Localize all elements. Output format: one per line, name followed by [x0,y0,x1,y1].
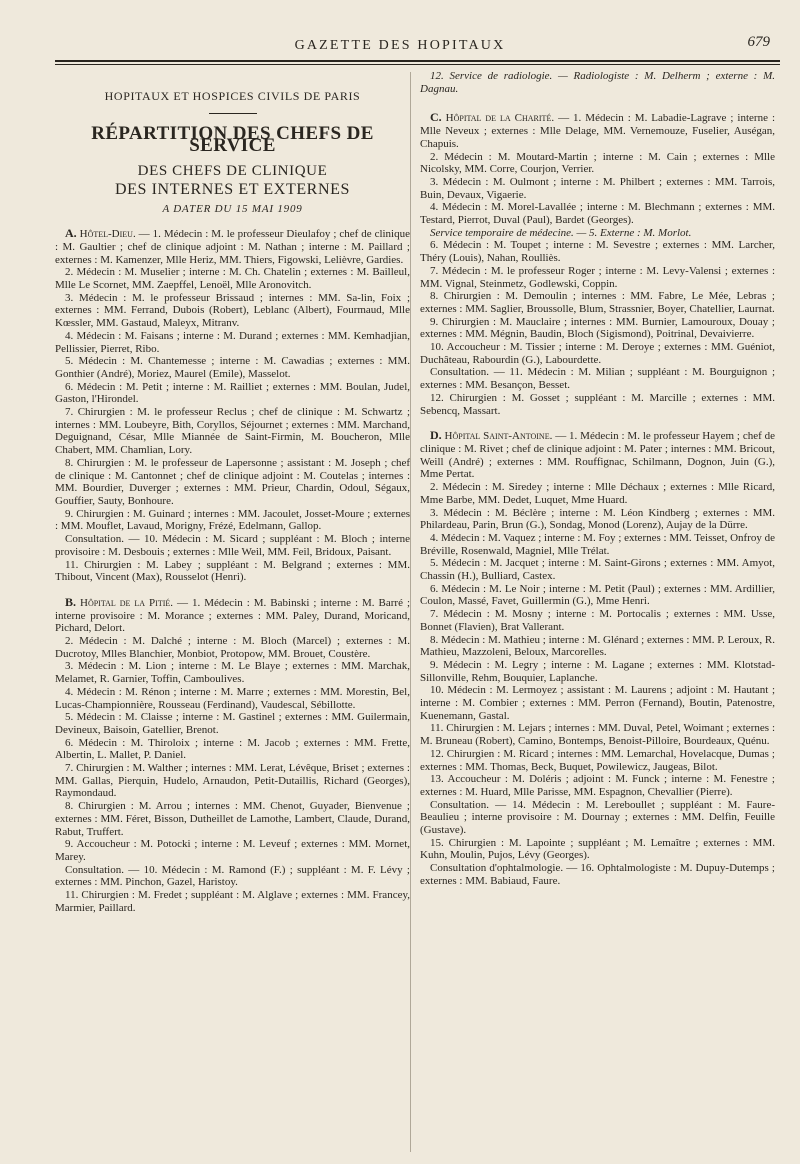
header-rule [55,60,780,62]
service-entry: 5. Médecin : M. Chantemesse ; interne : M. Cawadias ; externes : MM. Gonthier (André), Moriez, Maurel (Emile), Masselot. [55,355,410,380]
section-label: HOPITAUX ET HOSPICES CIVILS DE PARIS [104,89,361,103]
service-entry: Consultation. — 14. Médecin : M. Lereboullet ; suppléant : M. Faure-Beaulieu ; interne provisoire : M. Dournay ; externes : MM. Delfin, Feuille (Gustave). [420,798,775,837]
article-subtitle-2: DES INTERNES ET EXTERNES [115,180,350,198]
hospital-name: Hôtel-Dieu. [79,228,136,241]
service-entry: 2. Médecin : M. Siredey ; interne : Mlle Déchaux ; externes : Mlle Ricard, Mme Barbe, MM. Dedet, Luquet, Mme Huard. [420,481,775,506]
hospital-entry [55,596,410,635]
page-number: 679 [747,34,770,50]
title-rule [209,113,257,114]
hospital-letter: A. [65,226,77,241]
service-entry: 2. Médecin : M. Muselier ; interne : M. Ch. Chatelin ; externes : M. Bailleul, Mlle Le Scornet, MM. Zaepffel, Lenoël, Mlle Aronovitch. [55,266,410,292]
hospital-letter: B. [65,594,77,609]
service-entry: 7. Médecin : M. le professeur Roger ; interne : M. Levy-Valensi ; externes : MM. Vignal, Steinmetz, Godlewski, Coppin. [420,264,775,290]
service-entry: 5. Médecin : M. Claisse ; interne : M. Gastinel ; externes : MM. Guilermain, Devineux, Baisoin, Gatellier, Brenot. [55,711,410,736]
hospital-name: Hôpital de la Pitié. [80,596,174,609]
service-entry: 8. Chirurgien : M. Demoulin ; internes : MM. Fabre, Le Mée, Lebras ; externes : MM. Saglier, Broussolle, Blum, Strassnier, Boyer, Chatellier, Laurnat. [420,290,775,315]
left-column [55,70,410,926]
service-entry: 3. Médecin : M. Béclère ; interne : M. Léon Kindberg ; externes : MM. Philardeau, Parin, Brun (G.), Sondag, Monod (Lorenz), Aujay de la Dürre. [420,506,775,532]
service-entry: 9. Médecin : M. Legry ; interne : M. Lagane ; externes : MM. Klotstad-Sillonville, Rehm, Bouquier, Laplanche. [420,658,775,684]
service-entry: 2. Médecin : M. Moutard-Martin ; interne : M. Cain ; externes : Mlle Nicolsky, MM. Corre, Courjon, Verrier. [420,150,775,176]
service-entry: 4. Médecin : M. Faisans ; interne : M. Durand ; externes : MM. Kemhadjian, Pellissier, Pierret, Ribo. [55,329,410,355]
service-entry: 7. Chirurgien : M. le professeur Reclus ; chef de clinique : M. Schwartz ; internes : MM. Loubeyre, Bith, Coryllos, Séjournet ; externes : MM. Marchand, Deguignand, César, Mlle Miannée de Saint-Firmin, M. Boucheron, Mlle Chabert, MM. Chamlian, Lory. [55,406,410,457]
service-entry: 5. Médecin : M. Jacquet ; interne : M. Saint-Girons ; externes : MM. Amyot, Chassin (H.), Bulliard, Castex. [420,557,775,583]
service-entry: Service temporaire de médecine. — 5. Externe : M. Morlot. [430,226,692,239]
service-entry: 6. Médecin : M. Petit ; interne : M. Railliet ; externes : MM. Boulan, Judel, Gaston, l'Hirondel. [55,380,410,406]
service-entry: Consultation. — 10. Médecin : M. Sicard ; suppléant : M. Bloch ; interne provisoire : M. Desbouis ; externes : Mlle Weil, MM. Feil, Bridoux, Paisant. [55,533,410,558]
service-entry: 12. Service de radiologie. — Radiologiste : M. Delherm ; externe : M. Dagnau. [420,70,775,95]
service-entry: 4. Médecin : M. Vaquez ; interne : M. Foy ; externes : MM. Teisset, Onfroy de Bréville, Rosenwald, Magniel, Mlle Trélat. [420,531,775,557]
service-entry: Consultation. — 11. Médecin : M. Milian ; suppléant : M. Bourguignon ; externes : MM. Besançon, Besset. [420,366,775,392]
service-entry: 10. Médecin : M. Lermoyez ; assistant : M. Laurens ; adjoint : M. Hautant ; interne : M. Combier ; externes : MM. Perron (Fernand), Boutin, Patenostre, Kuenemann, Gastal. [420,684,775,722]
service-entry: 3. Médecin : M. Oulmont ; interne : M. Philbert ; externes : MM. Tarrois, Buin, Devaux, Vigaerie. [420,175,775,201]
service-entry: 4. Médecin : M. Morel-Lavallée ; interne : M. Blechmann ; externes : MM. Testard, Pierrot, Duval (Paul), Bardet (Georges). [420,201,775,227]
hospital-letter: C. [430,110,442,125]
hospital-charite [420,111,775,417]
header-rule-thin [55,64,780,65]
service-entry: 8. Médecin : M. Mathieu ; interne : M. Glénard ; externes : MM. P. Leroux, R. Mathieu, Mazzoleni, Beloux, Marcorelles. [420,633,775,659]
service-entry: 3. Médecin : M. Lion ; interne : M. Le Blaye ; externes : MM. Marchak, Melamet, R. Garnier, Toffin, Camboulives. [55,660,410,686]
hospital-name: Hôpital Saint-Antoine. [444,430,553,443]
service-entry: — 1. Médecin : M. le professeur Dieulafoy ; chef de clinique : M. Gaultier ; chef de clinique adjoint : M. Nathan ; interne : M. Paillard ; externes : M. Kamenzer, Mlle Heriz, MM. Thiers, Figowski, Lelièvre, Gardies. [55,228,410,266]
service-entry: 6. Médecin : M. Toupet ; interne : M. Sevestre ; externes : MM. Larcher, Théry (Louis), Nahan, Roulliès. [420,239,775,265]
service-entry: 6. Médecin : M. Le Noir ; interne : M. Petit (Paul) ; externes : MM. Ardillier, Coulon, Massé, Favet, Guillermin (G.), Mme Henri. [420,582,775,608]
service-entry: 6. Médecin : M. Thiroloix ; interne : M. Jacob ; externes : MM. Frette, Albertin, L. Mallet, P. Daniel. [55,736,410,762]
service-entry: 11. Chirurgien : M. Labey ; suppléant : M. Belgrand ; externes : MM. Thibout, Vincent (Max), Rousselot (Henri). [55,558,410,584]
service-entry: 11. Chirurgien : M. Fredet ; suppléant : M. Alglave ; externes : MM. Francey, Marmier, Paillard. [55,889,410,914]
column-divider [410,72,411,1152]
service-entry: 12. Chirurgien : M. Gosset ; suppléant : M. Marcille ; externes : MM. Sebencq, Massart. [420,391,775,417]
service-entry: 13. Accoucheur : M. Doléris ; adjoint : M. Funck ; interne : M. Fenestre ; externes : M. Huard, Mlle Parisse, MM. Espagnon, Chevallier (Pierre). [420,773,775,798]
service-entry: Consultation. — 10. Médecin : M. Ramond (F.) ; suppléant : M. F. Lévy ; externes : MM. Pinchon, Gazel, Haristoy. [55,863,410,889]
hospital-saint-antoine [420,429,775,887]
service-entry: 9. Accoucheur : M. Potocki ; interne : M. Leveuf ; externes : MM. Mornet, Marey. [55,838,410,863]
right-column [420,70,775,900]
hospital-letter: D. [430,428,442,443]
service-entry: 3. Médecin : M. le professeur Brissaud ; internes : MM. Sa-lin, Foix ; externes : MM. Ferrand, Dubois (Robert), Leblanc (Albert), Fourmaud, Mlle Kœssler, MM. Gastaud, Maleyx, Mitranv. [55,291,410,330]
service-entry: — 1. Médecin : M. Labadie-Lagrave ; interne : Mlle Neveux ; externes : Mlle Delage, MM. Vernemouze, Fuselier, Auségan, Chapuis. [420,112,776,150]
date-line: A DATER DU 15 MAI 1909 [162,202,303,215]
service-entry: 11. Chirurgien : M. Lejars ; internes : MM. Duval, Petel, Woimant ; externes : M. Bruneau (Robert), Camino, Bontemps, Benoist-Pilloire, Bourdeaux, Quénu. [420,722,775,748]
service-entry: 7. Chirurgien : M. Walther ; internes : MM. Lerat, Lévêque, Briset ; externes : MM. Gallas, Pierquin, Hudelo, Arnaudon, Petit-Dutaillis, Richard (Georges), Raymondaud. [55,762,410,800]
service-entry: 12. Chirurgien : M. Ricard ; internes : MM. Lemarchal, Hovelacque, Dumas ; externes : MM. Thomas, Beck, Buquet, Powilewicz, Jaugeas, Bilot. [420,747,775,773]
service-entry: 10. Accoucheur : M. Tissier ; interne : M. Deroye ; externes : MM. Guéniot, Duchâteau, Rabourdin (G.), Labourdette. [420,341,775,366]
service-entry: Consultation d'ophtalmologie. — 16. Ophtalmologiste : M. Dupuy-Dutemps ; externes : MM. Babiaud, Faure. [420,862,775,887]
running-head: GAZETTE DES HOPITAUX [294,38,506,53]
hospital-name: Hôpital de la Charité. [445,112,555,125]
service-entry: 2. Médecin : M. Dalché ; interne : M. Bloch (Marcel) ; externes : M. Ducrotoy, Mlles Blanchier, Monbiot, Protopow, MM. Brouet, Coustère. [55,635,410,660]
service-entry: — 1. Médecin : M. Babinski ; interne : M. Barré ; interne provisoire : M. Morance ; externes : MM. Paley, Durand, Moricand, Pichard, Delort. [55,596,411,635]
service-entry: 7. Médecin : M. Mosny ; interne : M. Portocalis ; externes : MM. Usse, Bonnet (Flavien), Brat Vallerant. [420,608,775,633]
hospital-pitie [55,596,410,915]
article-title: RÉPARTITION DES CHEFS DE SERVICE [91,122,374,157]
hospital-entry [55,227,410,266]
service-entry: 8. Chirurgien : M. Arrou ; internes : MM. Chenot, Guyader, Bienvenue ; externes : MM. Féret, Bisson, Dutheillet de Lamothe, Lambert, Claude, Durand, Rabut, Truffert. [55,800,410,838]
service-entry: 8. Chirurgien : M. le professeur de Lapersonne ; assistant : M. Joseph ; chef de clinique : M. Cantonnet ; chef de clinique adjoint : M. Coutelas ; internes : MM. Bourdier, Duverger ; externes : MM. Prieur, Chardin, Odoul, Ségaux, Gouffier, Sauty, Bonhoure. [55,456,410,507]
hospital-entry [420,111,775,150]
hospital-entry [420,429,775,481]
article-subtitle-1: DES CHEFS DE CLINIQUE [137,163,328,180]
service-entry: 4. Médecin : M. Rénon ; interne : M. Marre ; externes : MM. Morestin, Bel, Lucas-Championnière, Rousseau (Ferdinand), Vaudescal, Sébillotte. [55,685,410,711]
service-entry: 9. Chirurgien : M. Mauclaire ; internes : MM. Burnier, Lamouroux, Douay ; externes : MM. Mégnin, Baudin, Bloch (Sigismond), Poitrinal, Devaivierre. [420,315,775,341]
service-entry: 9. Chirurgien : M. Guinard ; internes : MM. Jacoulet, Josset-Moure ; externes : MM. Mouflet, Lavaud, Morigny, Frézé, Edelmann, Gallop. [55,507,410,533]
hospital-hotel-dieu [55,227,410,584]
service-entry: — 1. Médecin : M. le professeur Hayem ; chef de clinique : M. Rivet ; chef de clinique adjoint : M. Pater ; internes : MM. Bricout, Weill (André) ; externes : MM. Rouffignac, Schilmann, Dognon, Juin (G.), Mme Pertat. [420,430,775,481]
service-entry: 15. Chirurgien : M. Lapointe ; suppléant ; M. Lemaître ; externes : MM. Kuhn, Moulin, Pujos, Lévy (Georges). [420,836,775,862]
